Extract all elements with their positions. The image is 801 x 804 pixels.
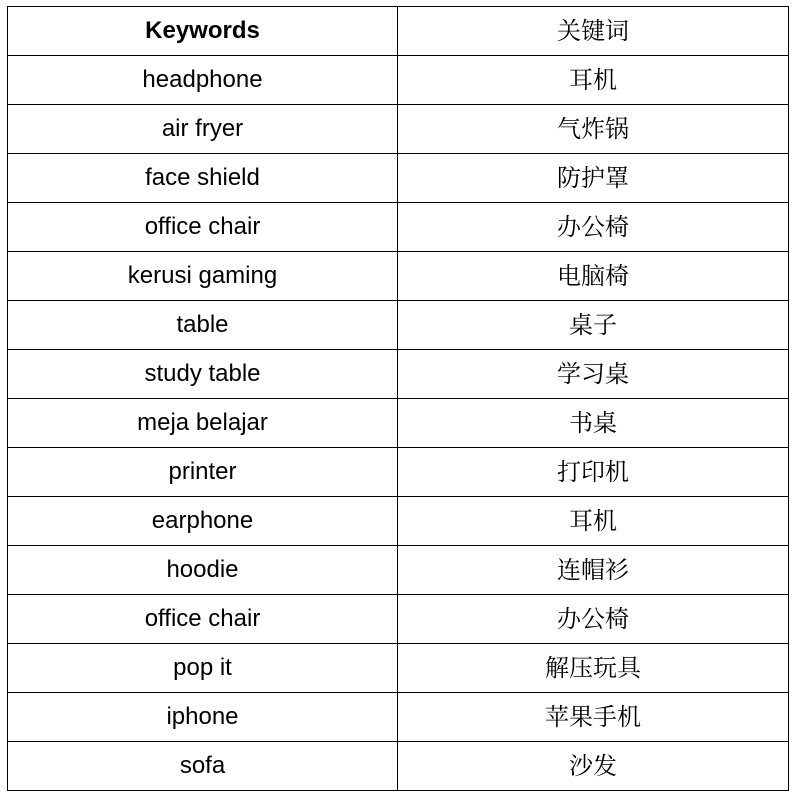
keyword-cell: office chair (8, 203, 398, 252)
keyword-cell: office chair (8, 595, 398, 644)
keyword-cell: iphone (8, 693, 398, 742)
keyword-cell: face shield (8, 154, 398, 203)
chinese-keyword-cell: 耳机 (398, 56, 789, 105)
table-header-row (8, 7, 789, 56)
table-row (8, 154, 789, 203)
table-row (8, 595, 789, 644)
table-row (8, 105, 789, 154)
keyword-cell: headphone (8, 56, 398, 105)
table-row (8, 644, 789, 693)
table-row (8, 742, 789, 791)
keyword-cell: printer (8, 448, 398, 497)
chinese-keyword-cell: 耳机 (398, 497, 789, 546)
table-row (8, 56, 789, 105)
chinese-keyword-cell: 解压玩具 (398, 644, 789, 693)
table-row (8, 546, 789, 595)
chinese-keyword-cell: 连帽衫 (398, 546, 789, 595)
chinese-keyword-cell: 沙发 (398, 742, 789, 791)
chinese-keyword-cell: 书桌 (398, 399, 789, 448)
chinese-keyword-cell: 办公椅 (398, 595, 789, 644)
chinese-keyword-cell: 苹果手机 (398, 693, 789, 742)
keyword-cell: kerusi gaming (8, 252, 398, 301)
table-row (8, 399, 789, 448)
chinese-keyword-cell: 学习桌 (398, 350, 789, 399)
table-row (8, 350, 789, 399)
table-row (8, 301, 789, 350)
table-row (8, 203, 789, 252)
chinese-keyword-cell: 电脑椅 (398, 252, 789, 301)
keywords-table (7, 6, 789, 791)
keyword-cell: sofa (8, 742, 398, 791)
keyword-cell: earphone (8, 497, 398, 546)
chinese-keyword-cell: 打印机 (398, 448, 789, 497)
keyword-cell: meja belajar (8, 399, 398, 448)
header-chinese-keywords: 关键词 (398, 7, 789, 56)
chinese-keyword-cell: 气炸锅 (398, 105, 789, 154)
table-row (8, 252, 789, 301)
chinese-keyword-cell: 办公椅 (398, 203, 789, 252)
keyword-cell: pop it (8, 644, 398, 693)
keyword-cell: study table (8, 350, 398, 399)
table-row (8, 693, 789, 742)
chinese-keyword-cell: 桌子 (398, 301, 789, 350)
table-row (8, 497, 789, 546)
keyword-cell: air fryer (8, 105, 398, 154)
header-keywords: Keywords (8, 7, 398, 56)
keywords-table-container (7, 6, 789, 791)
chinese-keyword-cell: 防护罩 (398, 154, 789, 203)
keyword-cell: hoodie (8, 546, 398, 595)
table-row (8, 448, 789, 497)
keyword-cell: table (8, 301, 398, 350)
